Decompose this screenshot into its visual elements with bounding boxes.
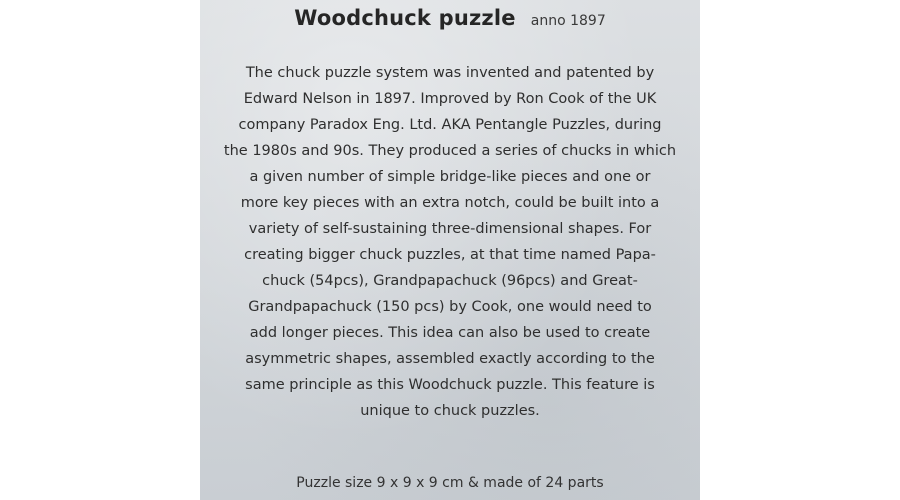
description-paragraph xyxy=(200,60,700,424)
paragraph-line: The chuck puzzle system was invented and patented by xyxy=(245,65,655,81)
puzzle-size-note: Puzzle size 9 x 9 x 9 cm & made of 24 parts xyxy=(296,475,604,491)
paragraph-line: the 1980s and 90s. They produced a series of chucks in which xyxy=(223,143,677,159)
paragraph-line: variety of self-sustaining three-dimensional shapes. For xyxy=(248,221,652,237)
info-card xyxy=(200,0,700,500)
title-row xyxy=(200,6,700,30)
paragraph-line: a given number of simple bridge-like pieces and one or xyxy=(249,169,651,185)
paragraph-line: add longer pieces. This idea can also be used to create xyxy=(249,325,651,341)
paragraph-line: more key pieces with an extra notch, could be built into a xyxy=(240,195,660,211)
document-title: Woodchuck puzzle xyxy=(294,6,516,30)
paragraph-line: creating bigger chuck puzzles, at that time named Papa- xyxy=(244,247,656,263)
paragraph-line: asymmetric shapes, assembled exactly according to the xyxy=(245,351,655,367)
paragraph-line: unique to chuck puzzles. xyxy=(360,403,540,419)
paragraph-line: Grandpapachuck (150 pcs) by Cook, one would need to xyxy=(248,299,652,315)
paragraph-line: company Paradox Eng. Ltd. AKA Pentangle Puzzles, during xyxy=(238,117,662,133)
paragraph-line: chuck (54pcs), Grandpapachuck (96pcs) and Great- xyxy=(262,273,638,289)
document-subtitle: anno 1897 xyxy=(530,13,606,29)
paragraph-line: Edward Nelson in 1897. Improved by Ron Cook of the UK xyxy=(243,91,657,107)
paragraph-line: same principle as this Woodchuck puzzle. This feature is xyxy=(245,377,655,393)
